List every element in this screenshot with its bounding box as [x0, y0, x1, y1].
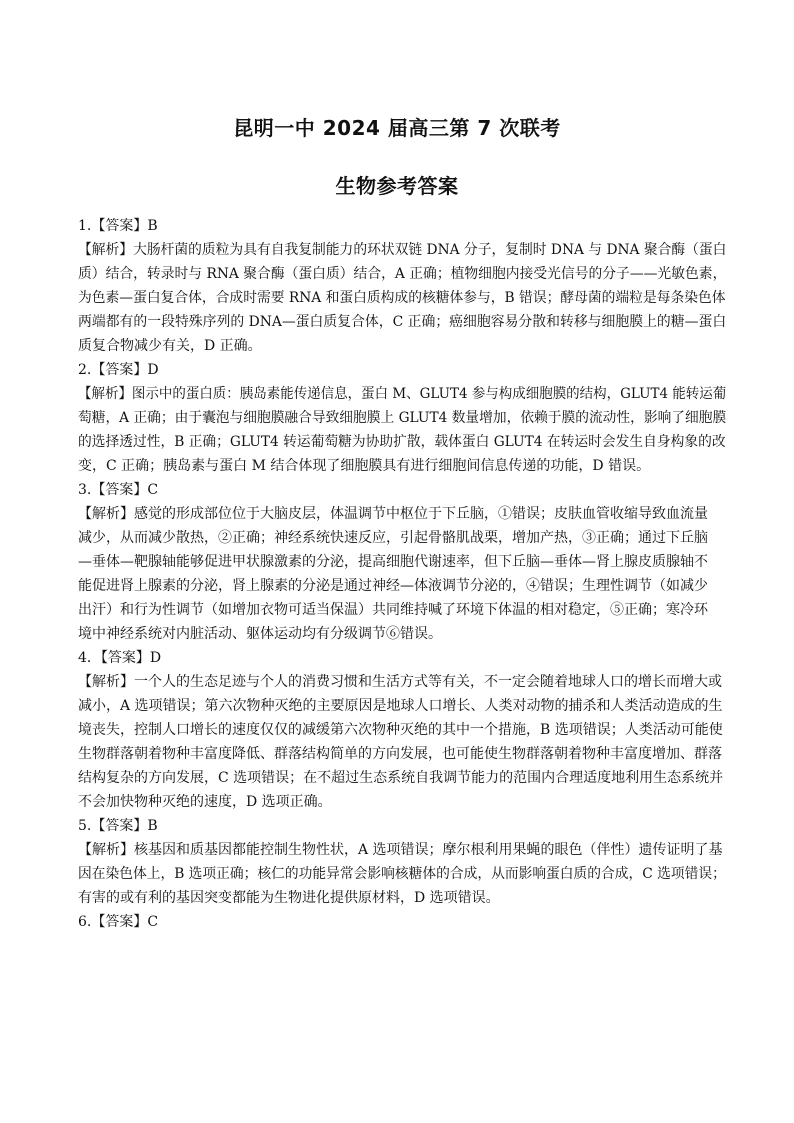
explanation-line: 变，C 正确；胰岛素与蛋白 M 结合体现了细胞膜具有进行细胞间信息传递的功能，D 错误。	[78, 458, 651, 474]
explanation-line: 生物群落朝着物种丰富度降低、群落结构简单的方向发展，也可能使生物群落朝着物种丰富度增加、群落	[78, 746, 722, 762]
explanation-line: 【解析】一个人的生态足迹与个人的消费习惯和生活方式等有关，不一定会随着地球人口的增长而增大或	[78, 674, 722, 690]
explanation-line: —垂体—靶腺轴能够促进甲状腺激素的分泌，提高细胞代谢速率，但下丘脑—垂体—肾上腺皮质腺轴不	[78, 554, 708, 570]
explanation-line: 【解析】感觉的形成部位位于大脑皮层，体温调节中枢位于下丘脑，①错误；皮肤血管收缩导致血流量	[78, 506, 708, 522]
explanation-line: 质复合物减少有关，D 正确。	[78, 338, 262, 354]
explanation-line: 不会加快物种灭绝的速度，D 选项正确。	[78, 794, 332, 810]
explanation-line: 两端都有的一段特殊序列的 DNA—蛋白质复合体，C 正确；癌细胞容易分散和转移与细胞膜上的糖—蛋白	[78, 314, 727, 330]
explanation-line: 因在染色体上，B 选项正确；核仁的功能异常会影响核糖体的合成，从而影响蛋白质的合成，C 选项错误；	[78, 866, 726, 882]
explanation-line: 能促进肾上腺素的分泌，肾上腺素的分泌是通过神经—体液调节分泌的，④错误；生理性调节（如减少	[78, 578, 708, 594]
explanation-line: 减小，A 选项错误；第六次物种灭绝的主要原因是地球人口增长、人类对动物的捕杀和人类活动造成的生	[78, 698, 723, 714]
explanation-line: 减少，从而减少散热，②正确；神经系统快速反应，引起骨骼肌战栗，增加产热，③正确；通过下丘脑	[78, 530, 708, 546]
explanation-line: 出汗）和行为性调节（如增加衣物可适当保温）共同维持喊了环境下体温的相对稳定，⑤正确；寒冷环	[78, 602, 708, 618]
explanation-line: 【解析】图示中的蛋白质：胰岛素能传递信息，蛋白 M、GLUT4 参与构成细胞膜的结构，GLUT4 能转运葡	[78, 386, 727, 402]
explanation-line: 有害的或有利的基因突变都能为生物进化提供原材料，D 选项错误。	[78, 890, 500, 906]
answer-heading-2: 2.【答案】D	[78, 362, 159, 378]
explanation-line: 萄糖，A 正确；由于囊泡与细胞膜融合导致细胞膜上 GLUT4 数量增加，依赖于膜的流动性，影响了细胞膜	[78, 410, 727, 426]
explanation-line: 【解析】核基因和质基因都能控制生物性状，A 选项错误；摩尔根利用果蝇的眼色（伴性）遗传证明了基	[78, 842, 723, 858]
explanation-line: 质）结合，转录时与 RNA 聚合酶（蛋白质）结合，A 正确；植物细胞内接受光信号的分子——光敏色素，	[78, 266, 727, 282]
document-subtitle: 生物参考答案	[335, 174, 459, 198]
answer-heading-6: 6.【答案】C	[78, 914, 159, 930]
answer-heading-1: 1.【答案】B	[78, 218, 158, 234]
answer-heading-5: 5.【答案】B	[78, 818, 158, 834]
document-title: 昆明一中 2024 届高三第 7 次联考	[233, 116, 561, 140]
explanation-line: 境丧失，控制人口增长的速度仅仅的减缓第六次物种灭绝的其中一个措施，B 选项错误；人类活动可能使	[78, 722, 723, 738]
explanation-line: 结构复杂的方向发展，C 选项错误；在不超过生态系统自我调节能力的范围内合理适度地利用生态系统并	[78, 770, 724, 786]
explanation-line: 【解析】大肠杆菌的质粒为具有自我复制能力的环状双链 DNA 分子，复制时 DNA 与 DNA 聚合酶（蛋白	[78, 242, 727, 258]
explanation-line: 的选择透过性，B 正确；GLUT4 转运葡萄糖为协助扩散，载体蛋白 GLUT4 在转运时会发生自身构象的改	[78, 434, 726, 450]
answer-heading-4: 4．【答案】D	[78, 650, 162, 666]
explanation-line: 为色素—蛋白复合体，合成时需要 RNA 和蛋白质构成的核糖体参与，B 错误；酵母菌的端粒是每条染色体	[78, 290, 726, 306]
answer-heading-3: 3.【答案】C	[78, 482, 159, 498]
answer-body	[78, 214, 726, 934]
explanation-line: 境中神经系统对内脏活动、躯体运动均有分级调节⑥错误。	[78, 626, 442, 642]
